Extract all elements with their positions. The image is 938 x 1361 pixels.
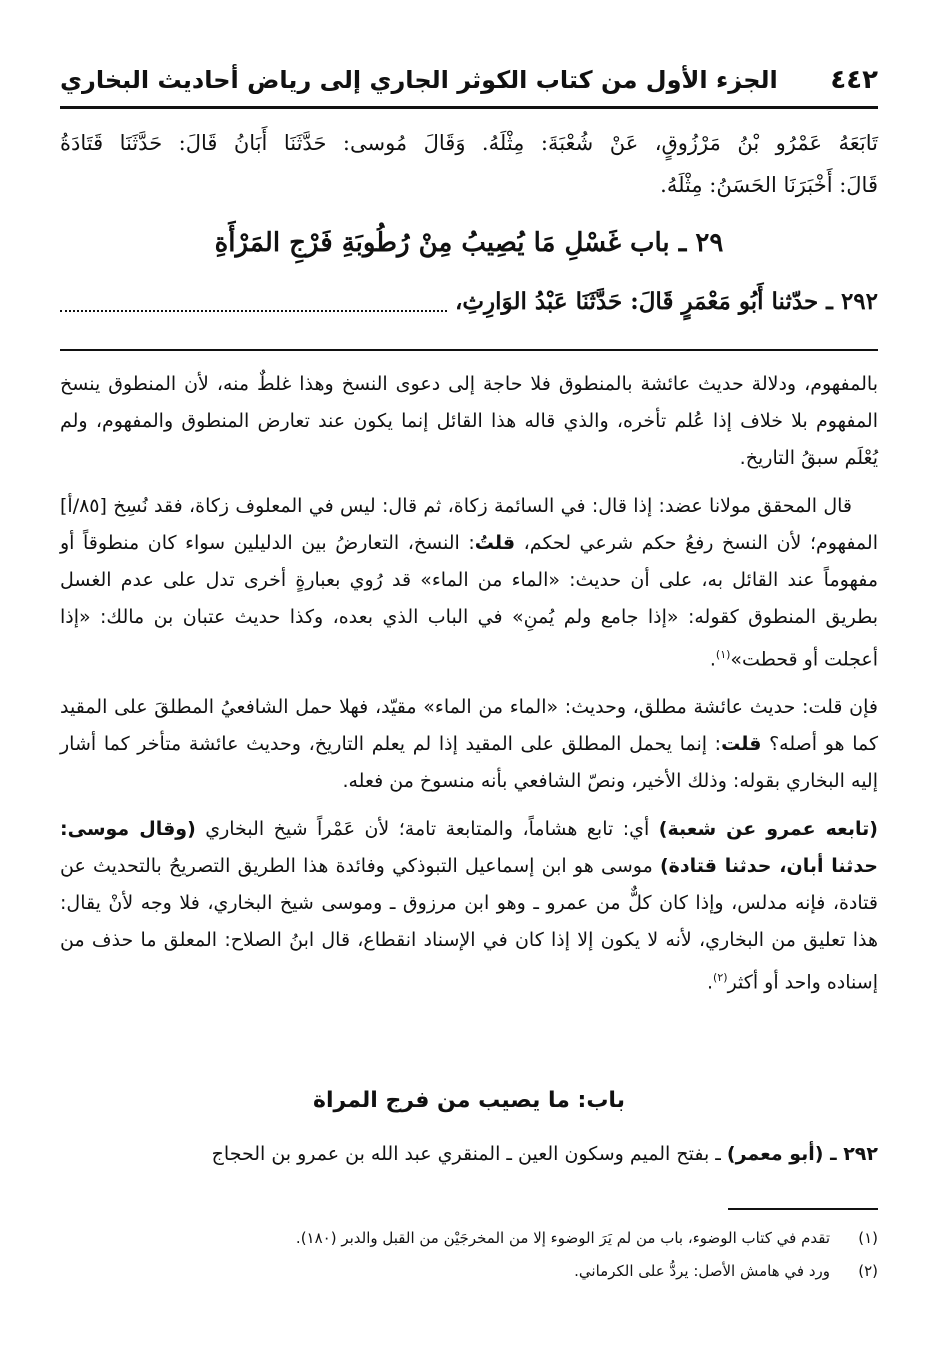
sub-heading: باب: ما يصيب من فرج المراة (313, 1088, 625, 1113)
hadith-text (60, 122, 878, 206)
page-header (60, 58, 878, 102)
paragraph-text: فإن قلت: حديث عائشة مطلق، وحديث: «الماء من الماء» مقيّد، فهلا حمل الشافعيُ المطلقَ على المقيد كما هو أصله؟ (60, 696, 879, 756)
hadith-start-text: ٢٩٢ ـ حدّثنا أَبُو مَعْمَرٍ قَالَ: حَدَّثَنَا عَبْدُ الوَارِثِ، (454, 288, 878, 315)
paragraph-text: أي: تابع هشاماً، والمتابعة تامة؛ لأن عَمْراً شيخ البخاري (195, 818, 659, 841)
commentary-paragraph-4 (60, 811, 878, 1001)
text-commentary-separator (60, 349, 878, 351)
paragraph-text: ـ بفتح الميم وسكون العين ـ المنقري عبد الله بن عمرو بن الحجاج (211, 1143, 727, 1165)
paragraph-text: قال المحقق مولانا عضد: إذا قال: في السائمة زكاة، ثم قال: ليس في المعلوف زكاة، فقد نُسِخ [٨٥/أ] المفهوم؛ لأن النسخ رفعُ حكم شرعي لحكم، (60, 495, 878, 554)
qultu-marker: قلتُ (474, 532, 516, 554)
commentary-paragraph-5 (60, 1136, 878, 1173)
quoted-phrase: (تابعه عمرو عن شعبة) (658, 818, 878, 841)
commentary-paragraph-1 (60, 366, 878, 477)
footnotes (60, 1222, 878, 1288)
running-title: الجزء الأول من كتاب الكوثر الجاري إلى رياض أحاديث البخاري (60, 66, 778, 94)
footnote-1 (60, 1222, 878, 1255)
footnote-ref-2[interactable]: (٢) (713, 971, 728, 985)
footnote-number: (٢) (858, 1262, 878, 1280)
paragraph-end: . (709, 648, 716, 671)
paragraph-text: : إنما يحمل المطلق على المقيد إذا لم يعلم التاريخ، وحديث عائشة متأخر كما أشار إليه البخاري بقوله: وذلك الأخير، ونصّ الشافعي بأنه منسوخ من فعله. (60, 733, 878, 793)
quoted-phrase: (وقال موسى: حدثنا أبان، حدثنا قتادة) (60, 818, 878, 878)
commentary-paragraph-3 (60, 689, 878, 800)
paragraph-end: . (707, 971, 714, 994)
footnote-rule (728, 1208, 878, 1210)
footnote-ref-1[interactable]: (١) (715, 648, 731, 661)
footnote-number: (١) (858, 1229, 878, 1247)
commentary (60, 366, 878, 1013)
footnote-text: ورد في هامش الأصل: يردُّ على الكرماني. (574, 1262, 830, 1280)
page-number: ٤٤٢ (830, 65, 878, 95)
paragraph-text: موسى هو ابن إسماعيل التبوذكي وفائدة هذا الطريق التصريحُ بالتحديث عن قتادة، فإنه مدلس، وإذا كان كلٌّ من عمرو ـ وهو ابن مرزوق ـ وموسى شيخ البخاري، فلا وجه لأنْ يقال: هذا تعليق من البخاري، لأنه لا يكون إلا إذا كان في الإسناد انقطاع، قال ابنُ الصلاح: المعلق ما حذف من إسناده واحد أو أكثر (60, 855, 878, 994)
hadith-line-1: تَابَعَهُ عَمْرُو بْنُ مَرْزُوقٍ، عَنْ شُعْبَةَ: مِثْلَهُ. وَقَالَ مُوسى: حَدَّثَنَا أَبَانُ قَالَ: حَدَّثَنَا قَتَادَةُ (60, 131, 878, 155)
header-rule (60, 106, 878, 109)
chapter-heading: ٢٩ ـ باب غَسْلِ مَا يُصِيبُ مِنْ رُطُوبَةِ فَرْجِ المَرْأَةِ (214, 228, 724, 258)
hadith-start (60, 288, 878, 315)
paragraph-text: : النسخ، التعارضُ بين الدليلين سواء كان منطوقاً أو مفهوماً عند القائل به، على أن حديث: «الماء من الماء» قد رُوي بعبارةٍ أخرى تدل على عدم الغسل بطريق المنطوق كقوله: «إذا جامع ولم يُمنِ» في الباب الذي بعده، وكذا حديث عتبان بن مالك: «إذا أعجلت أو قحطت» (60, 532, 878, 671)
paragraph-text: بالمفهوم، ودلالة حديث عائشة بالمنطوق فلا حاجة إلى دعوى النسخ وهذا غلطٌ منه، لأن المنطوق ينسخ المفهوم بلا خلاف إذا عُلم تأخره، والذي قاله هذا القائل إنما يكون عند تعارض المنطوق والمفهوم، ولم يُعْلَم سبقُ التاريخ. (60, 373, 878, 469)
ellipsis-dots (60, 292, 447, 312)
footnote-text: تقدم في كتاب الوضوء، باب من لم يَرَ الوضوء إلا من المخرجَيْن من القبل والدبر (١٨٠). (295, 1229, 830, 1247)
footnote-2 (60, 1255, 878, 1288)
commentary-paragraph-2 (60, 488, 878, 678)
qult-marker: قلت (721, 733, 762, 756)
quoted-phrase: ٢٩٢ ـ (أبو معمر) (726, 1143, 878, 1165)
hadith-line-2: قَالَ: أَخْبَرَنَا الحَسَنُ: مِثْلَهُ. (660, 173, 878, 197)
